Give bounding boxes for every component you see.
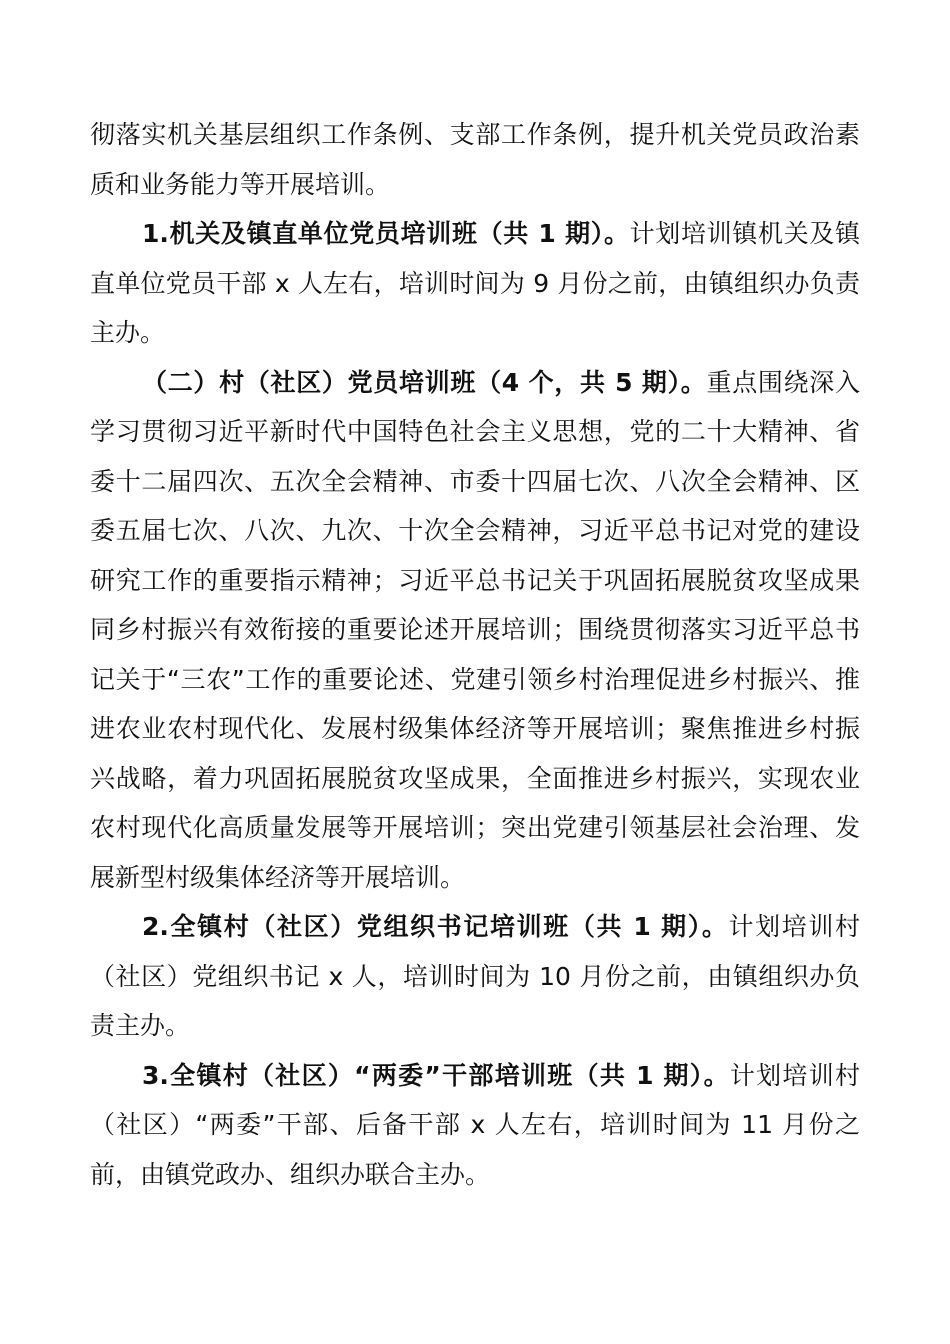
paragraph-item-3 — [90, 1051, 860, 1200]
paragraph-heading: 3.全镇村（社区）“两委”干部培训班（共 1 期）。 — [142, 1060, 730, 1090]
paragraph-text: 计划培训镇机关及镇直单位党员干部 x 人左右，培训时间为 9 月份之前，由镇组织办负责主办。 — [90, 219, 860, 347]
paragraph-heading: （二）村（社区）党员培训班（4 个，共 5 期）。 — [142, 367, 707, 397]
paragraph-item-2 — [90, 902, 860, 1051]
paragraph-text: 计划培训村（社区）“两委”干部、后备干部 x 人左右，培训时间为 11 月份之前，由镇党政办、组织办联合主办。 — [90, 1060, 860, 1189]
paragraph-item-1 — [90, 209, 860, 358]
paragraph-text: 计划培训村（社区）党组织书记 x 人，培训时间为 10 月份之前，由镇组织办负责主办。 — [90, 912, 860, 1040]
document-page — [90, 110, 860, 1199]
paragraph-section-2 — [90, 358, 860, 903]
paragraph-text: 彻落实机关基层组织工作条例、支部工作条例，提升机关党员政治素质和业务能力等开展培训。 — [90, 120, 860, 199]
paragraph-text: 重点围绕深入学习贯彻习近平新时代中国特色社会主义思想，党的二十大精神、省委十二届四次、五次全会精神、市委十四届七次、八次全会精神、区委五届七次、八次、九次、十次全会精神，习近平总书记对党的建设研究工作的重要指示精神；习近平总书记关于巩固拓展脱贫攻坚成果同乡村振兴有效衔接的重要论述开展培训；围绕贯彻落实习近平总书记关于“三农”工作的重要论述、党建引领乡村治理促进乡村振兴、推进农业农村现代化、发展村级集体经济等开展培训；聚焦推进乡村振兴战略，着力巩固拓展脱贫攻坚成果，全面推进乡村振兴，实现农业农村现代化高质量发展等开展培训；突出党建引领基层社会治理、发展新型村级集体经济等开展培训。 — [90, 367, 860, 892]
paragraph-continuation — [90, 110, 860, 209]
paragraph-heading: 1.机关及镇直单位党员培训班（共 1 期）。 — [142, 219, 630, 248]
paragraph-heading: 2.全镇村（社区）党组织书记培训班（共 1 期）。 — [142, 912, 729, 941]
